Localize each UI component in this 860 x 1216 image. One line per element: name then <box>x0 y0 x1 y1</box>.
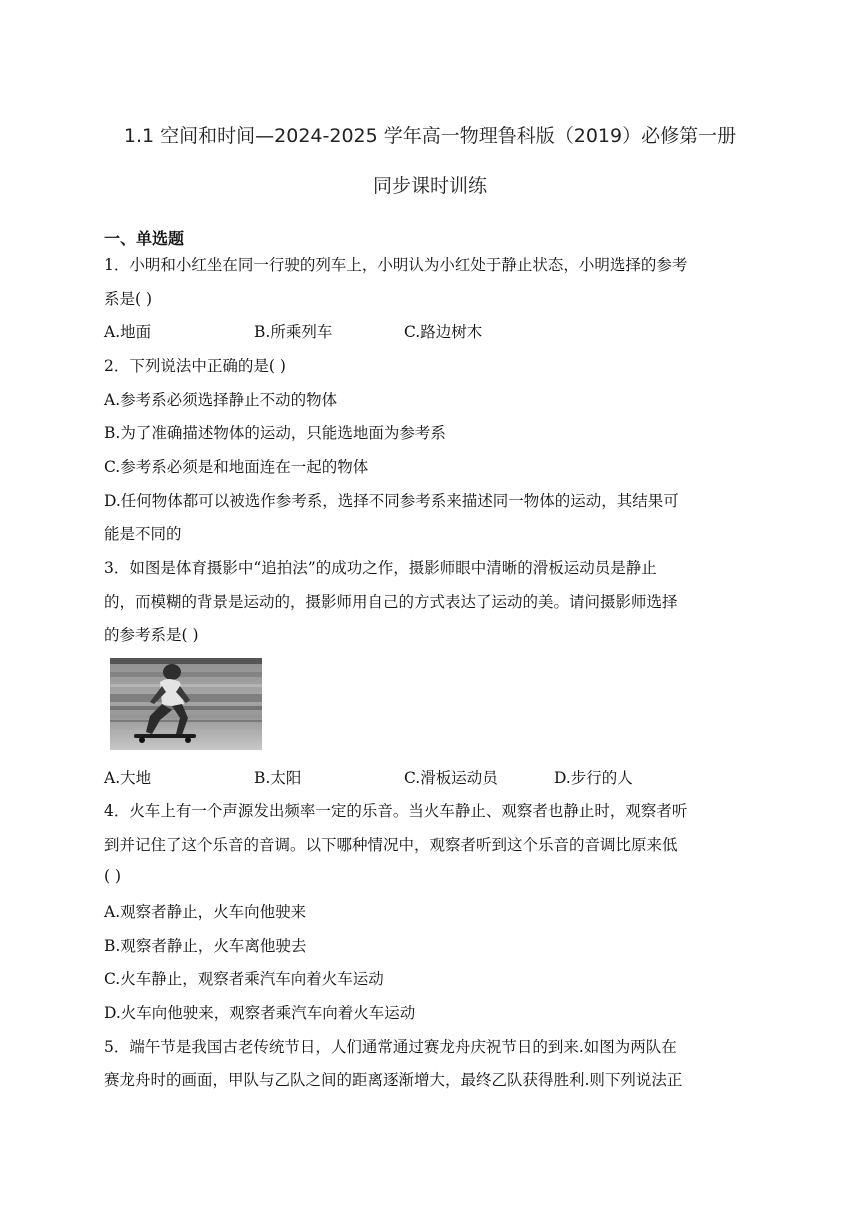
q4-stem-line2: 到并记住了这个乐音的音调。以下哪种情况中，观察者听到这个乐音的音调比原来低 <box>104 836 678 854</box>
q1-option-b: B.所乘列车 <box>254 323 333 341</box>
q3-stem-line3: 的参考系是( ) <box>104 626 199 644</box>
section-heading: 一、单选题 <box>104 229 185 248</box>
q2-option-d-line1: D.任何物体都可以被选作参考系，选择不同参考系来描述同一物体的运动，其结果可 <box>104 492 679 510</box>
q3-option-d: D.步行的人 <box>554 769 633 787</box>
q2-option-b: B.为了准确描述物体的运动，只能选地面为参考系 <box>104 424 446 442</box>
q2-option-a: A.参考系必须选择静止不动的物体 <box>104 391 338 409</box>
q4-option-b: B.观察者静止，火车离他驶去 <box>104 937 307 955</box>
q3-option-a: A.大地 <box>104 769 152 787</box>
q3-stem-line2: 的，而模糊的背景是运动的，摄影师用自己的方式表达了运动的美。请问摄影师选择 <box>104 593 678 611</box>
q1-stem-line2: 系是( ) <box>104 290 153 308</box>
q3-stem-line1: 3．如图是体育摄影中“追拍法”的成功之作，摄影师眼中清晰的滑板运动员是静止 <box>104 559 657 577</box>
q4-option-a: A.观察者静止，火车向他驶来 <box>104 903 307 921</box>
skateboarder-photo <box>110 658 262 750</box>
q1-option-a: A.地面 <box>104 323 152 341</box>
document-title-line1: 1.1 空间和时间—2024-2025 学年高一物理鲁科版（2019）必修第一册 <box>123 125 737 147</box>
q5-stem-line2: 赛龙舟时的画面，甲队与乙队之间的距离逐渐增大，最终乙队获得胜利.则下列说法正 <box>104 1071 683 1089</box>
q4-option-c: C.火车静止，观察者乘汽车向着火车运动 <box>104 970 384 988</box>
q3-option-c: C.滑板运动员 <box>404 769 498 787</box>
q4-stem-line3: ( ) <box>104 867 122 885</box>
q4-option-d: D.火车向他驶来，观察者乘汽车向着火车运动 <box>104 1004 416 1022</box>
q2-stem: 2．下列说法中正确的是( ) <box>104 357 286 375</box>
q2-option-c: C.参考系必须是和地面连在一起的物体 <box>104 458 369 476</box>
document-title-line2: 同步课时训练 <box>372 175 487 197</box>
q3-option-b: B.太阳 <box>254 769 302 787</box>
q5-stem-line1: 5．端午节是我国古老传统节日，人们通常通过赛龙舟庆祝节日的到来.如图为两队在 <box>104 1038 677 1056</box>
q1-stem-line1: 1．小明和小红坐在同一行驶的列车上，小明认为小红处于静止状态，小明选择的参考 <box>104 256 688 274</box>
q4-stem-line1: 4．火车上有一个声源发出频率一定的乐音。当火车静止、观察者也静止时，观察者听 <box>104 802 688 820</box>
q1-option-c: C.路边树木 <box>404 323 483 341</box>
q2-option-d-line2: 能是不同的 <box>104 525 182 543</box>
